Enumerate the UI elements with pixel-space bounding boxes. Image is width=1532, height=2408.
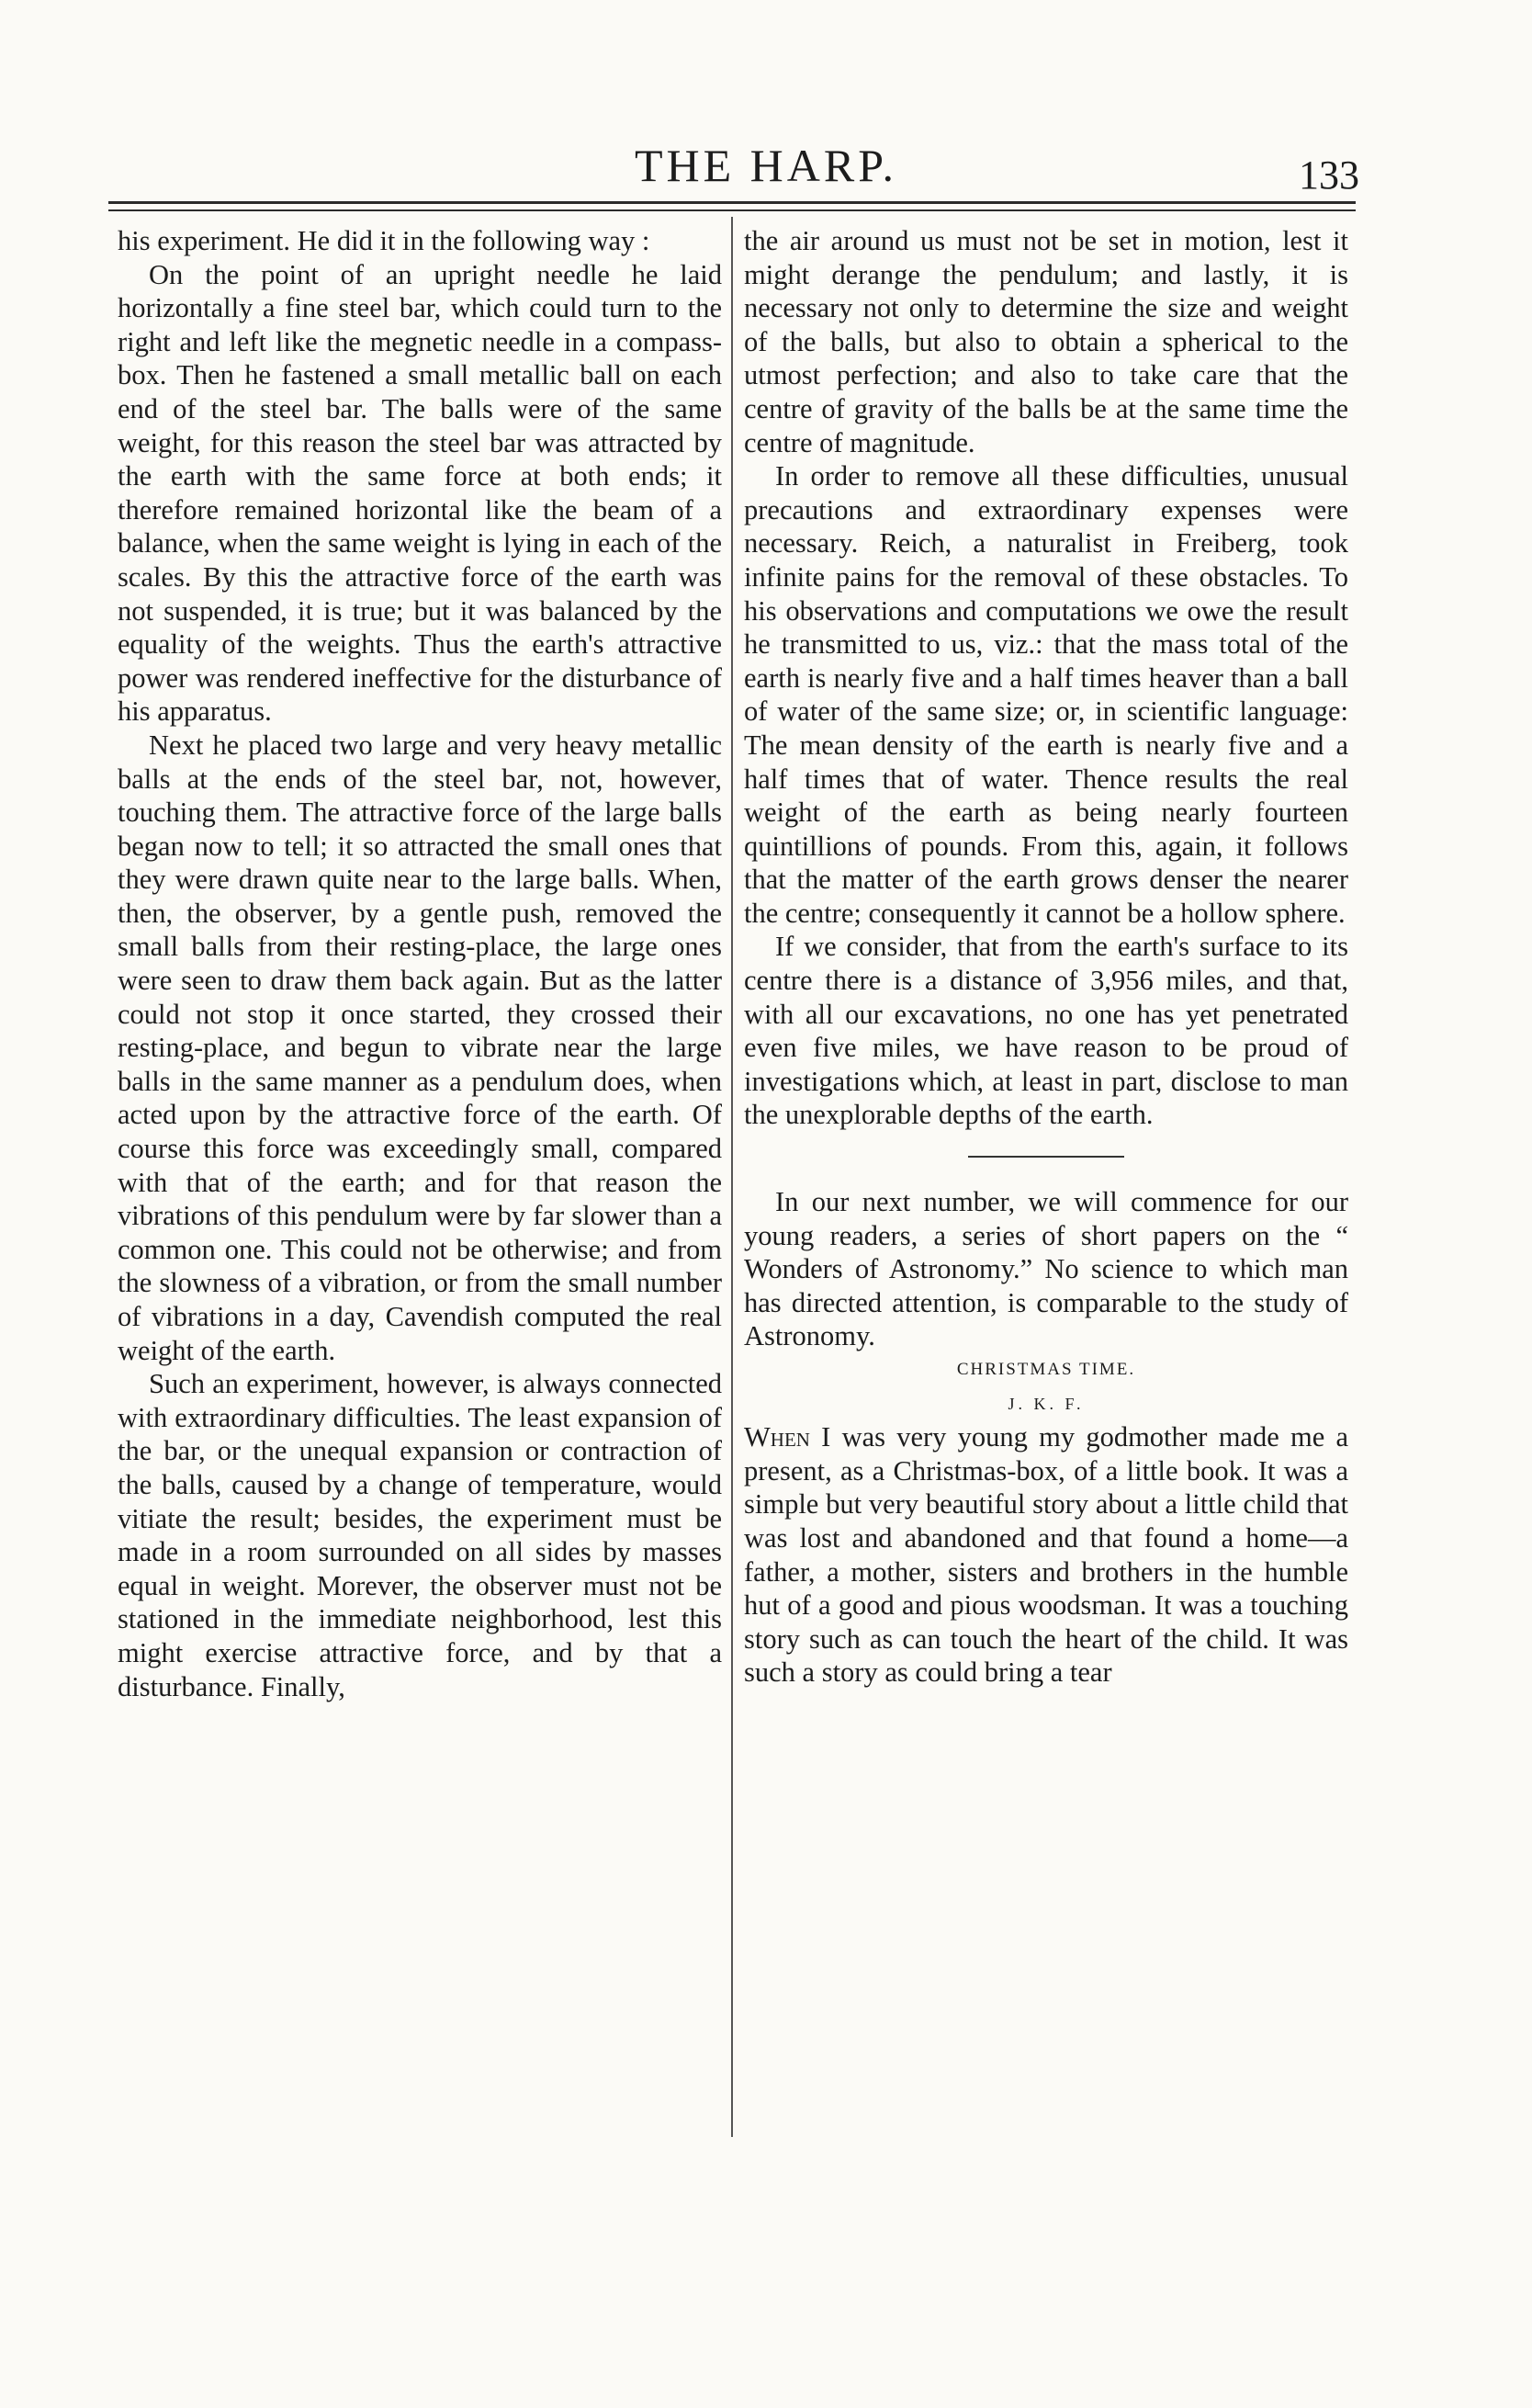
astronomy-notice: In our next number, we will commence for our young readers, a series of short papers on the “ Wonders of Astronomy.” No science to which man has directed attention, is comparable to the study of Astronomy.	[744, 1186, 1348, 1352]
page-number: 133	[1299, 153, 1359, 198]
column-divider	[731, 217, 733, 2137]
section-separator-rule	[968, 1156, 1124, 1158]
right-paragraph-2: In order to remove all these difficulties, unusual precautions and extraordinary expenses were necessary. Reich, a naturalist in Freiberg, took infinite pains for the removal of these obstacles. To his observations and computations we owe the result he transmitted to us, viz.: that the mass total of the earth is nearly five and a half times heaver than a ball of water of the same size; or, in scientific language: The mean density of the earth is nearly five and a half times that of water. Thence results the real weight of the earth as being nearly fourteen quintillions of pounds. From this, again, it follows that the matter of the earth grows denser the nearer the centre; consequently it cannot be a hollow sphere.	[744, 460, 1348, 929]
left-paragraph-2: On the point of an upright needle he laid horizontally a fine steel bar, which could turn to the right and left like the megnetic needle in a compass-box. Then he fastened a small metallic ball on each end of the steel bar. The balls were of the same weight, for this reason the steel bar was attracted by the earth with the same force at both ends; it therefore remained horizontal like the beam of a balance, when the same weight is lying in each of the scales. By this the attractive force of the earth was not suspended, it is true; but it was balanced by the equality of the weights. Thus the earth's attractive power was rendered ineffective for the disturbance of his apparatus.	[118, 258, 722, 728]
article-paragraph-text: I was very young my godmother made me a present, as a Christmas-box, of a little book. It was a simple but very beautiful story about a little child that was lost and abandoned and that found a home—a father, a mother, sisters and brothers in the humble hut of a good and pious woodsman. It was a touching story such as can touch the heart of the child. It was such a story as could bring a tear	[744, 1421, 1348, 1689]
header-rule-top	[108, 201, 1356, 204]
right-column	[744, 224, 1348, 2135]
right-paragraph-3: If we consider, that from the earth's surface to its centre there is a distance of 3,956 miles, and that, with all our excavations, no one has yet penetrated even five miles, we have reason to be proud of investigations which, at least in part, disclose to man the unexplorable depths of the earth.	[744, 931, 1348, 1131]
page-header-title: THE HARP.	[634, 140, 898, 191]
header-rule-bottom	[108, 209, 1356, 211]
article-byline: J. K. F.	[1008, 1394, 1085, 1413]
left-paragraph-3: Next he placed two large and very heavy metallic balls at the ends of the steel bar, not, however, touching them. The attractive force of the large balls began now to tell; it so attracted the small ones that they were drawn quite near to the large balls. When, then, the observer, by a gentle push, removed the small balls from their resting-place, the large ones were seen to draw them back again. But as the latter could not stop it once started, they crossed their resting-place, and begun to vibrate near the large balls in the same manner as a pendulum does, when acted upon by the attractive force of the earth. Of course this force was exceedingly small, compared with that of the earth; and for that reason the vibrations of this pendulum were by far slower than a common one. This could not be otherwise; and from the slowness of a vibration, or from the small number of vibrations in a day, Cavendish computed the real weight of the earth.	[118, 729, 722, 1366]
article-paragraph-1	[744, 1420, 1348, 1690]
left-paragraph-1: his experiment. He did it in the following way :	[118, 225, 650, 256]
left-column	[118, 224, 722, 2135]
left-paragraph-4: Such an experiment, however, is always connected with extraordinary difficulties. The least expansion of the bar, or the unequal expansion or contraction of the balls, caused by a change of temperature, would vitiate the result; besides, the experiment must be made in a room surrounded on all sides by masses equal in weight. Morever, the observer must not be stationed in the immediate neighborhood, lest this might exercise attractive force, and by that a disturbance. Finally,	[118, 1368, 722, 1702]
article-first-word: When	[744, 1421, 810, 1453]
article-heading: CHRISTMAS TIME.	[956, 1360, 1136, 1379]
right-paragraph-1: the air around us must not be set in motion, lest it might derange the pendulum; and lastly, it is necessary not only to determine the size and weight of the balls, but also to obtain a spherical to the utmost perfection; and also to take care that the centre of gravity of the balls be at the same time the centre of magnitude.	[744, 225, 1348, 458]
